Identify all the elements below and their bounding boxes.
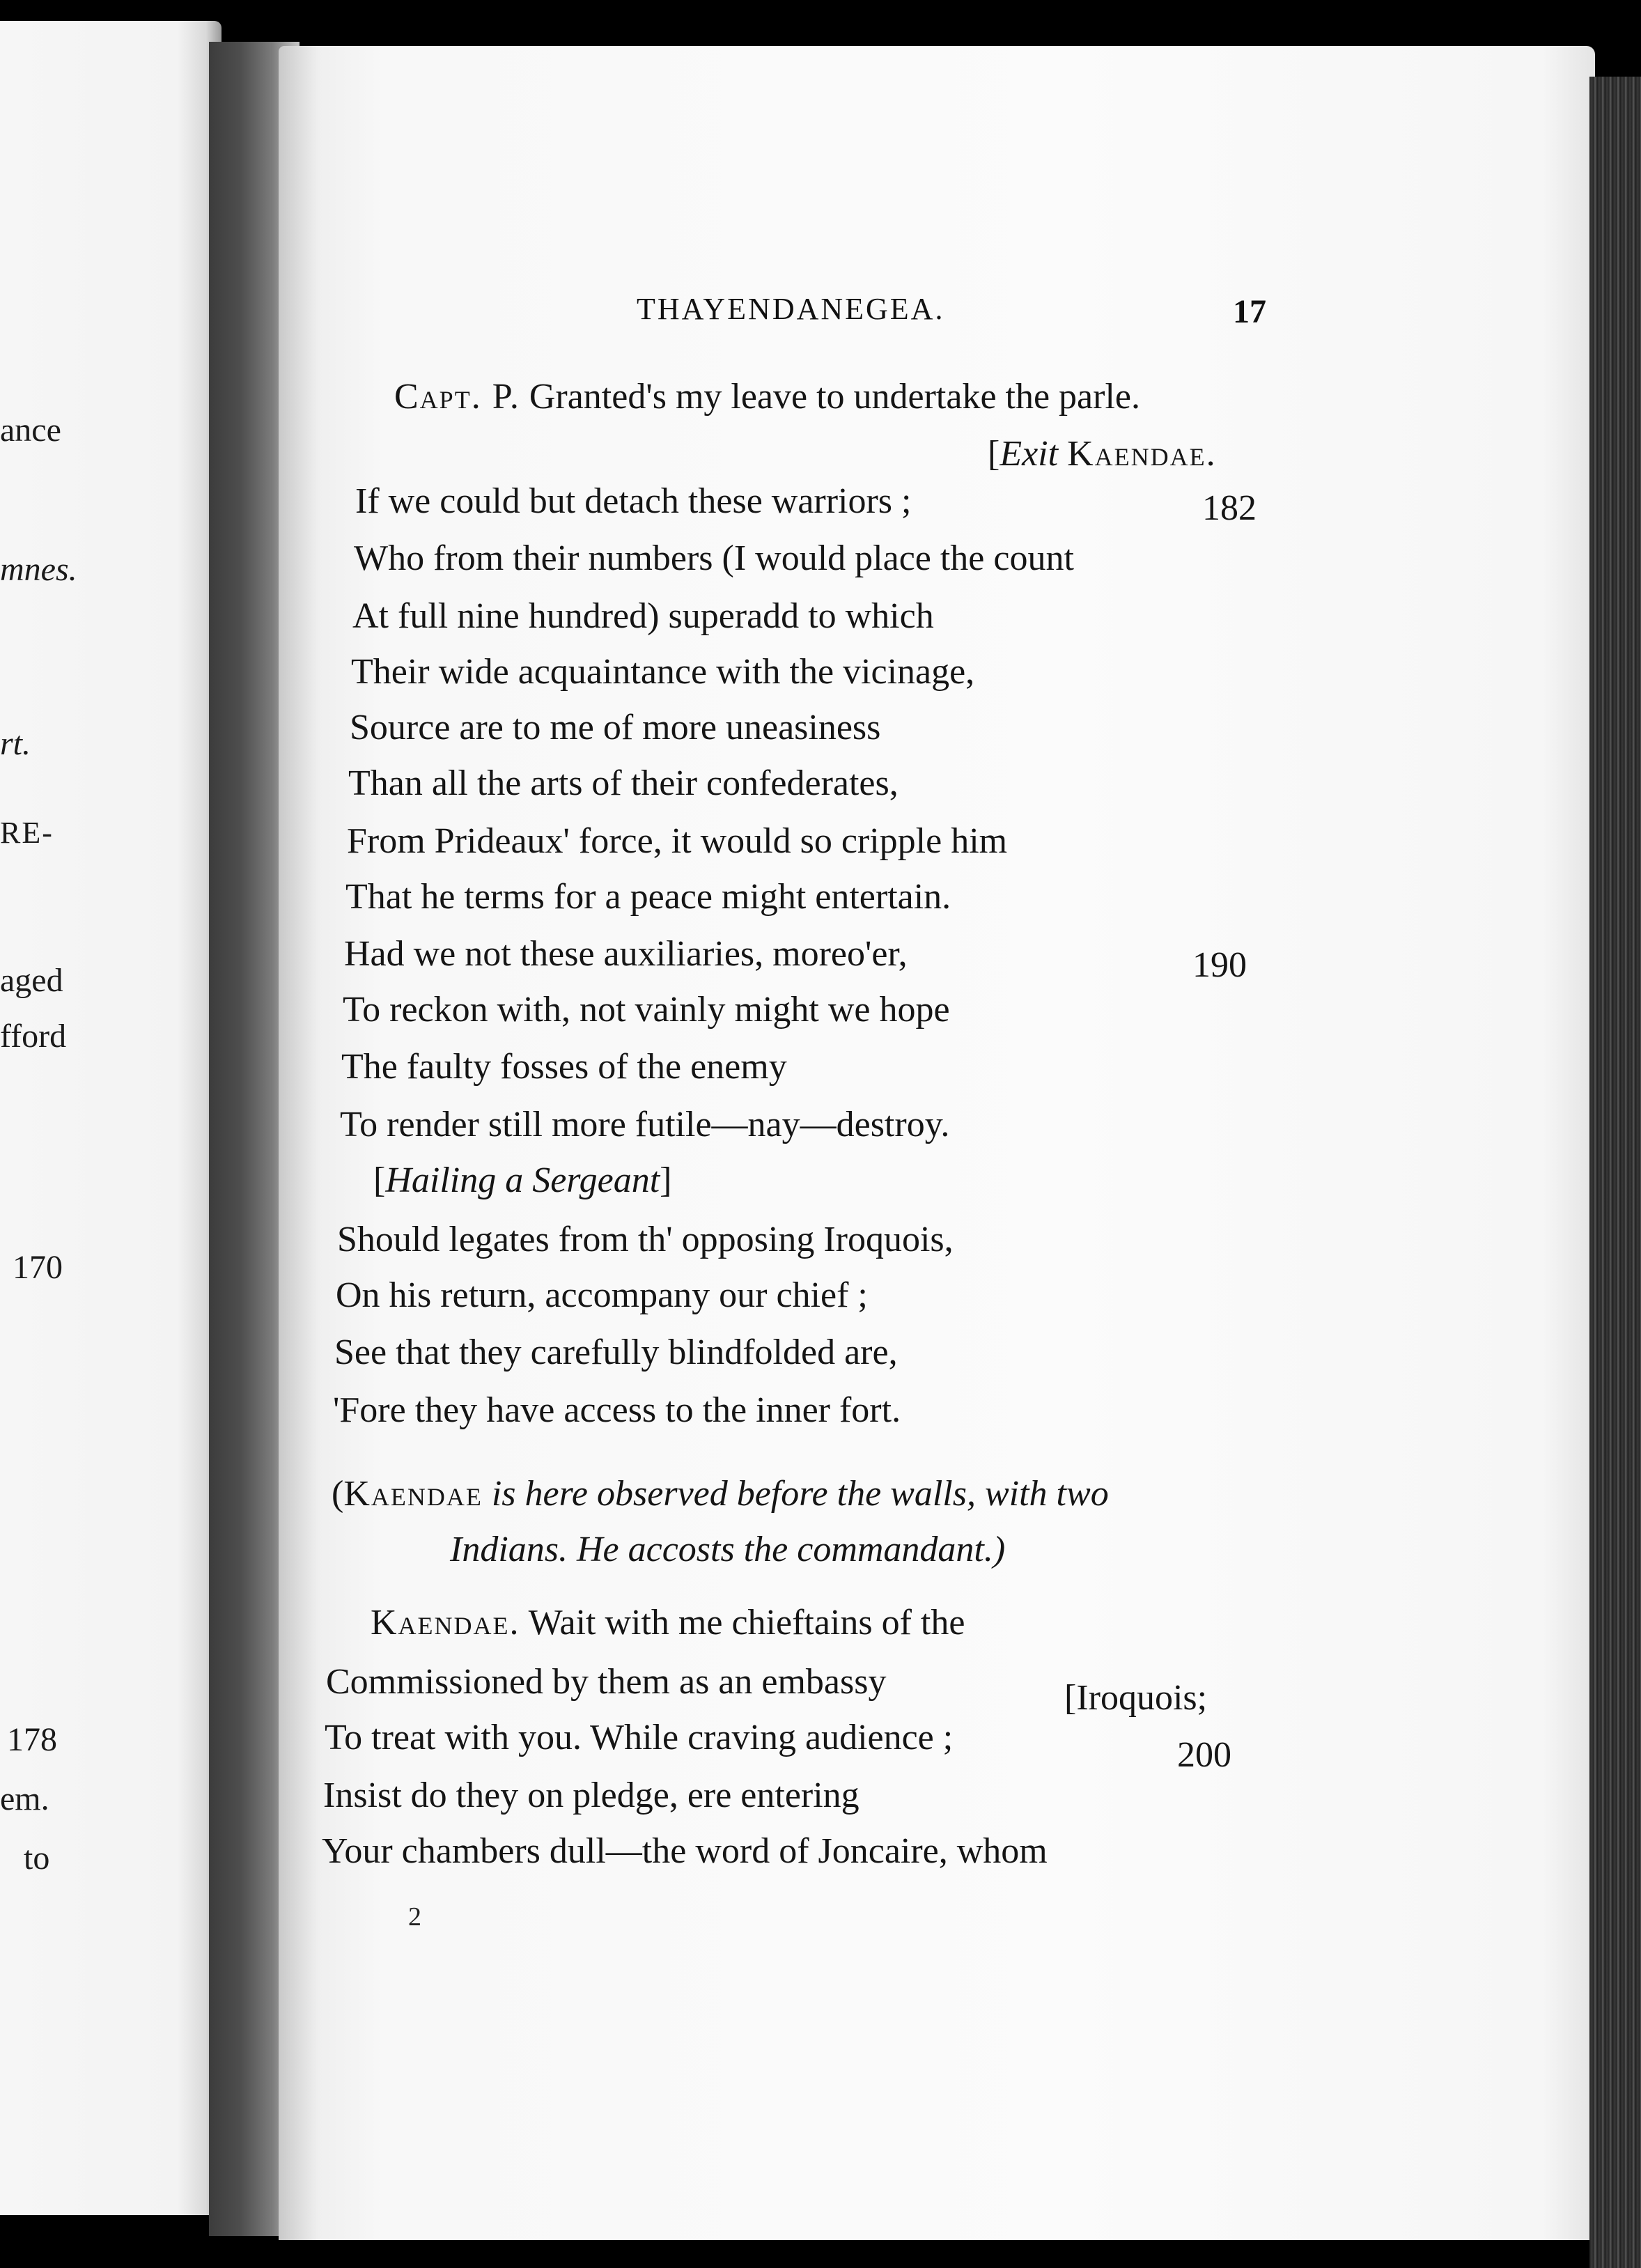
left-fragment: 170 xyxy=(13,1249,63,1286)
stage-direction-hailing: [Hailing a Sergeant] xyxy=(373,1160,672,1200)
verse-text: Granted's my leave to undertake the parle. xyxy=(529,377,1140,417)
turnover-word: [Iroquois; xyxy=(1064,1678,1208,1718)
verse-line: If we could but detach these warriors ; xyxy=(355,481,912,521)
verse-line: Insist do they on pledge, ere entering xyxy=(323,1776,860,1815)
verse-line: Their wide acquaintance with the vicinage, xyxy=(351,652,975,692)
verse-line: Source are to me of more uneasiness xyxy=(350,708,881,747)
speech-line xyxy=(394,376,1140,417)
left-fragment: 178 xyxy=(7,1721,57,1758)
verse-line: 'Fore they have access to the inner fort. xyxy=(333,1390,901,1430)
verse-line: See that they carefully blindfolded are, xyxy=(334,1333,898,1372)
left-fragment: rt. xyxy=(0,725,31,762)
left-fragment: ance xyxy=(0,412,61,449)
speech-line xyxy=(371,1602,965,1643)
verse-line: Should legates from th' opposing Iroquois, xyxy=(337,1220,954,1259)
verse-line: Commissioned by them as an embassy xyxy=(326,1662,887,1702)
verse-line: To treat with you. While craving audience ; xyxy=(325,1718,954,1757)
verse-line: To render still more futile—nay—destroy. xyxy=(340,1105,950,1144)
left-fragment: fford xyxy=(0,1018,67,1055)
speaker-name: Kaendae. xyxy=(371,1603,520,1642)
verse-line: From Prideaux' force, it would so cripple him xyxy=(347,821,1008,861)
verse-line: Had we not these auxiliaries, moreo'er, xyxy=(344,934,908,974)
line-number: 182 xyxy=(1202,488,1257,528)
verse-line: On his return, accompany our chief ; xyxy=(336,1275,868,1315)
previous-page xyxy=(0,21,221,2215)
verse-line: Than all the arts of their confederates, xyxy=(348,763,899,803)
left-fragment: mnes. xyxy=(0,551,77,588)
running-head: THAYENDANEGEA. xyxy=(637,292,945,326)
left-fragment: to xyxy=(24,1840,50,1877)
verse-line: Who from their numbers (I would place the count xyxy=(354,538,1074,578)
verse-line: At full nine hundred) superadd to which xyxy=(352,596,934,636)
stage-direction: Indians. He accosts the commandant.) xyxy=(450,1530,1006,1569)
speaker-name: Capt. P. xyxy=(394,377,520,417)
verse-line: Your chambers dull—the word of Joncaire, whom xyxy=(322,1831,1048,1871)
bracket: [ xyxy=(988,434,1000,474)
signature-mark: 2 xyxy=(408,1902,421,1932)
verse-text: Wait with me chieftains of the xyxy=(528,1603,965,1642)
verse-line: To reckon with, not vainly might we hope xyxy=(343,990,950,1030)
page-block-edge xyxy=(1589,77,1641,2268)
stage-direction-text: Hailing a Sergeant xyxy=(385,1160,660,1200)
exit-name: Kaendae. xyxy=(1067,434,1217,474)
page-number: 17 xyxy=(1233,293,1266,330)
verse-line: That he terms for a peace might entertain. xyxy=(345,877,951,917)
stage-direction xyxy=(332,1473,1109,1514)
line-number: 200 xyxy=(1177,1735,1231,1775)
left-fragment: RE- xyxy=(0,816,54,850)
left-fragment: em. xyxy=(0,1780,49,1817)
character-name: Kaendae xyxy=(343,1474,483,1514)
verse-line: The faulty fosses of the enemy xyxy=(341,1047,787,1087)
paren: ( xyxy=(332,1474,344,1514)
exit-word: Exit xyxy=(1000,434,1059,474)
exit-direction xyxy=(988,433,1217,474)
stage-direction-text: is here observed before the walls, with two xyxy=(491,1474,1109,1514)
line-number: 190 xyxy=(1192,945,1247,985)
left-fragment: aged xyxy=(0,962,63,999)
